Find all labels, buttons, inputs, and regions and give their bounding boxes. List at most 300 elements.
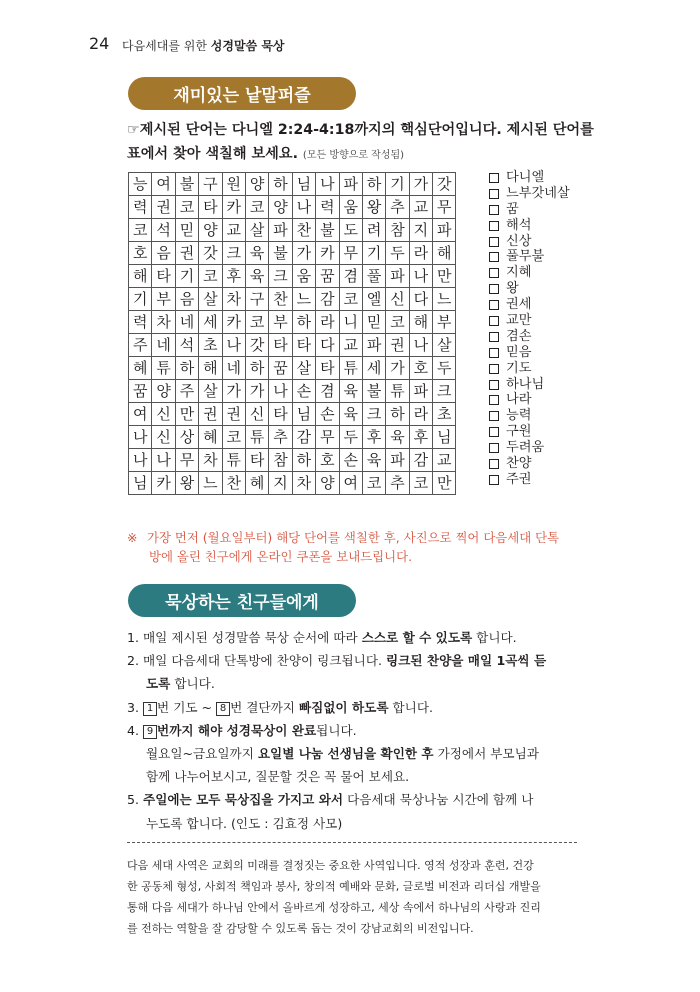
coupon-notice <box>127 528 607 566</box>
grid-cell[interactable]: 여 <box>129 403 152 426</box>
grid-cell[interactable]: 만 <box>433 472 456 495</box>
step-4-cont-2: 함께 나누어보시고, 질문할 것은 꼭 물어 보세요. <box>146 769 410 785</box>
grid-cell[interactable]: 호 <box>316 449 339 472</box>
grid-cell[interactable]: 주 <box>129 334 152 357</box>
grid-cell[interactable]: 추 <box>386 472 409 495</box>
word-label: 믿음 <box>506 344 532 360</box>
checkbox-icon[interactable] <box>489 364 499 374</box>
grid-cell[interactable]: 꿈 <box>269 357 292 380</box>
word-item[interactable] <box>489 345 570 361</box>
grid-cell[interactable]: 코 <box>245 311 268 334</box>
word-label: 기도 <box>506 360 532 376</box>
grid-cell[interactable]: 해 <box>199 357 222 380</box>
grid-cell[interactable]: 원 <box>222 173 245 196</box>
grid-cell[interactable]: 신 <box>386 288 409 311</box>
checkbox-icon[interactable] <box>489 173 499 183</box>
step-1 <box>127 626 597 649</box>
grid-cell[interactable]: 코 <box>129 219 152 242</box>
checkbox-icon[interactable] <box>489 205 499 215</box>
grid-cell[interactable]: 후 <box>362 426 385 449</box>
grid-cell[interactable]: 나 <box>129 426 152 449</box>
checkbox-icon[interactable] <box>489 252 499 262</box>
grid-cell[interactable]: 육 <box>245 242 268 265</box>
grid-cell[interactable]: 교 <box>339 334 362 357</box>
step-4-bold-b: 요일별 나눔 선생님을 확인한 후 <box>257 746 434 762</box>
grid-cell[interactable]: 타 <box>152 265 175 288</box>
grid-cell[interactable]: 양 <box>269 196 292 219</box>
word-item[interactable] <box>489 234 570 250</box>
word-label: 지혜 <box>506 265 532 281</box>
grid-cell[interactable]: 파 <box>386 449 409 472</box>
word-item[interactable] <box>489 329 570 345</box>
checkbox-icon[interactable] <box>489 221 499 231</box>
grid-cell[interactable]: 석 <box>175 334 198 357</box>
grid-cell[interactable]: 감 <box>409 449 432 472</box>
grid-cell[interactable]: 크 <box>269 265 292 288</box>
word-item[interactable] <box>489 218 570 234</box>
word-item[interactable] <box>489 170 570 186</box>
grid-cell[interactable]: 음 <box>175 288 198 311</box>
grid-cell[interactable]: 느 <box>199 472 222 495</box>
word-label: 나라 <box>506 392 532 408</box>
checkbox-icon[interactable] <box>489 348 499 358</box>
grid-cell[interactable]: 가 <box>245 380 268 403</box>
grid-cell[interactable]: 왕 <box>175 472 198 495</box>
checkbox-icon[interactable] <box>489 427 499 437</box>
grid-cell[interactable]: 추 <box>386 196 409 219</box>
grid-cell[interactable]: 느 <box>433 288 456 311</box>
grid-row <box>129 403 456 426</box>
grid-cell[interactable]: 두 <box>433 357 456 380</box>
step-4 <box>127 719 597 742</box>
meditation-steps <box>127 626 597 835</box>
grid-cell[interactable]: 풀 <box>362 265 385 288</box>
grid-cell[interactable]: 파 <box>269 219 292 242</box>
grid-cell[interactable]: 타 <box>316 357 339 380</box>
grid-cell[interactable]: 혜 <box>245 472 268 495</box>
word-label: 신상 <box>506 233 532 249</box>
grid-cell[interactable]: 코 <box>386 311 409 334</box>
grid-cell[interactable]: 나 <box>409 265 432 288</box>
grid-cell[interactable]: 신 <box>152 426 175 449</box>
checkbox-icon[interactable] <box>489 332 499 342</box>
grid-cell[interactable]: 기 <box>362 242 385 265</box>
grid-cell[interactable]: 나 <box>222 334 245 357</box>
grid-cell[interactable]: 감 <box>316 288 339 311</box>
grid-cell[interactable]: 손 <box>339 449 362 472</box>
grid-cell[interactable]: 교 <box>433 449 456 472</box>
grid-cell[interactable]: 권 <box>222 403 245 426</box>
grid-cell[interactable]: 차 <box>222 288 245 311</box>
checkbox-icon[interactable] <box>489 443 499 453</box>
running-header <box>122 37 285 54</box>
step-3-text-b: 번 결단까지 <box>230 699 299 715</box>
grid-cell[interactable]: 파 <box>362 334 385 357</box>
footer-line-1: 다음 세대 사역은 교회의 미래를 결정짓는 중요한 사역입니다. 영적 성장과 훈련, 건강 <box>127 859 534 872</box>
grid-cell[interactable]: 양 <box>152 380 175 403</box>
grid-cell[interactable]: 손 <box>316 403 339 426</box>
grid-cell[interactable]: 부 <box>433 311 456 334</box>
grid-cell[interactable]: 육 <box>362 449 385 472</box>
checkbox-icon[interactable] <box>489 459 499 469</box>
grid-row <box>129 242 456 265</box>
grid-cell[interactable]: 신 <box>245 403 268 426</box>
grid-cell[interactable]: 무 <box>339 242 362 265</box>
grid-cell[interactable]: 양 <box>316 472 339 495</box>
step-2-bold-cont: 도록 <box>146 676 171 692</box>
grid-cell[interactable]: 튜 <box>222 449 245 472</box>
grid-cell[interactable]: 꿈 <box>316 265 339 288</box>
grid-cell[interactable]: 하 <box>269 173 292 196</box>
step-5-num: 5. <box>127 792 144 808</box>
puzzle-banner: 재미있는 낱말퍼즐 <box>128 77 356 110</box>
word-item[interactable] <box>489 186 570 202</box>
grid-cell[interactable]: 가 <box>292 242 315 265</box>
checkbox-icon[interactable] <box>489 300 499 310</box>
grid-cell[interactable]: 튜 <box>245 426 268 449</box>
grid-cell[interactable]: 구 <box>199 173 222 196</box>
word-label: 구원 <box>506 424 532 440</box>
grid-cell[interactable]: 크 <box>433 380 456 403</box>
grid-cell[interactable]: 차 <box>152 311 175 334</box>
step-4-end: 됩니다. <box>316 722 357 738</box>
grid-cell[interactable]: 후 <box>222 265 245 288</box>
word-item[interactable] <box>489 297 570 313</box>
grid-row <box>129 334 456 357</box>
grid-cell[interactable]: 코 <box>222 426 245 449</box>
grid-cell[interactable]: 움 <box>292 265 315 288</box>
grid-cell[interactable]: 손 <box>292 380 315 403</box>
grid-cell[interactable]: 라 <box>409 403 432 426</box>
step-4-num: 4. <box>127 722 144 738</box>
grid-cell[interactable]: 기 <box>129 288 152 311</box>
grid-cell[interactable]: 코 <box>199 265 222 288</box>
grid-cell[interactable]: 하 <box>386 403 409 426</box>
grid-cell[interactable]: 불 <box>269 242 292 265</box>
grid-cell[interactable]: 카 <box>152 472 175 495</box>
grid-cell[interactable]: 겸 <box>316 380 339 403</box>
grid-cell[interactable]: 여 <box>339 472 362 495</box>
checkbox-icon[interactable] <box>489 475 499 485</box>
grid-cell[interactable]: 타 <box>199 196 222 219</box>
grid-cell[interactable]: 음 <box>152 242 175 265</box>
grid-cell[interactable]: 믿 <box>362 311 385 334</box>
step-5-cont: 누도록 합니다. (인도 : 김효정 사모) <box>146 815 343 831</box>
grid-cell[interactable]: 갓 <box>245 334 268 357</box>
grid-cell[interactable]: 초 <box>199 334 222 357</box>
grid-cell[interactable]: 만 <box>175 403 198 426</box>
grid-row <box>129 426 456 449</box>
grid-cell[interactable]: 네 <box>175 311 198 334</box>
grid-cell[interactable]: 가 <box>386 357 409 380</box>
word-label: 두려움 <box>506 440 545 456</box>
header-prefix: 다음세대를 위한 <box>122 39 207 53</box>
notice-line-2: 방에 올린 친구에게 온라인 쿠폰을 보내드립니다. <box>149 549 413 564</box>
grid-cell[interactable]: 카 <box>222 196 245 219</box>
grid-cell[interactable]: 후 <box>409 426 432 449</box>
grid-cell[interactable]: 라 <box>409 242 432 265</box>
grid-cell[interactable]: 교 <box>409 196 432 219</box>
grid-cell[interactable]: 권 <box>386 334 409 357</box>
grid-cell[interactable]: 권 <box>175 242 198 265</box>
grid-cell[interactable]: 님 <box>292 173 315 196</box>
grid-cell[interactable]: 나 <box>292 196 315 219</box>
grid-cell[interactable]: 튜 <box>339 357 362 380</box>
step-2-end: 합니다. <box>170 676 215 692</box>
grid-cell[interactable]: 구 <box>245 288 268 311</box>
grid-row <box>129 219 456 242</box>
word-item[interactable] <box>489 408 570 424</box>
step-2-bold: 링크된 찬양을 매일 1곡씩 듣 <box>386 653 547 669</box>
grid-cell[interactable]: 타 <box>245 449 268 472</box>
grid-cell[interactable]: 크 <box>222 242 245 265</box>
checkbox-icon[interactable] <box>489 395 499 405</box>
step-4-text-c: 가정에서 부모님과 <box>433 746 539 762</box>
grid-cell[interactable]: 력 <box>129 311 152 334</box>
footer-line-4: 를 전하는 역할을 잘 감당할 수 있도록 돕는 것이 강남교회의 비전입니다. <box>127 922 474 935</box>
grid-cell[interactable]: 상 <box>175 426 198 449</box>
grid-cell[interactable]: 하 <box>292 449 315 472</box>
grid-cell[interactable]: 도 <box>339 219 362 242</box>
grid-cell[interactable]: 신 <box>152 403 175 426</box>
grid-cell[interactable]: 다 <box>316 334 339 357</box>
grid-cell[interactable]: 찬 <box>222 472 245 495</box>
word-label: 꿈 <box>506 201 519 217</box>
word-item[interactable] <box>489 313 570 329</box>
grid-cell[interactable]: 불 <box>316 219 339 242</box>
word-label: 풀무불 <box>506 249 545 265</box>
grid-cell[interactable]: 살 <box>199 288 222 311</box>
grid-cell[interactable]: 가 <box>222 380 245 403</box>
notice-line-1: 가장 먼저 (월요일부터) 해당 단어를 색칠한 후, 사진으로 찍어 다음세대 단톡 <box>147 530 560 545</box>
word-item[interactable] <box>489 424 570 440</box>
grid-row <box>129 449 456 472</box>
grid-cell[interactable]: 찬 <box>292 219 315 242</box>
step-1-text: 1. 매일 제시된 성경말씀 묵상 순서에 따라 <box>127 630 362 645</box>
grid-cell[interactable]: 참 <box>386 219 409 242</box>
word-item[interactable] <box>489 392 570 408</box>
grid-cell[interactable]: 호 <box>409 357 432 380</box>
grid-cell[interactable]: 추 <box>269 426 292 449</box>
word-label: 교만 <box>506 313 532 329</box>
step-1-bold: 스스로 할 수 있도록 <box>361 630 473 645</box>
grid-cell[interactable]: 나 <box>152 449 175 472</box>
grid-cell[interactable]: 코 <box>175 196 198 219</box>
grid-cell[interactable]: 파 <box>433 219 456 242</box>
step-2-cont <box>127 672 597 695</box>
grid-cell[interactable]: 호 <box>129 242 152 265</box>
step-1-end: 합니다. <box>472 630 517 645</box>
grid-cell[interactable]: 살 <box>199 380 222 403</box>
word-item[interactable] <box>489 202 570 218</box>
grid-cell[interactable]: 살 <box>292 357 315 380</box>
word-checklist <box>489 170 570 488</box>
grid-cell[interactable]: 타 <box>269 334 292 357</box>
step-3-text-a: 번 기도 ~ <box>157 699 217 715</box>
grid-cell[interactable]: 초 <box>433 403 456 426</box>
grid-cell[interactable]: 무 <box>175 449 198 472</box>
word-item[interactable] <box>489 361 570 377</box>
grid-cell[interactable]: 혜 <box>199 426 222 449</box>
grid-cell[interactable]: 꿈 <box>129 380 152 403</box>
grid-row <box>129 311 456 334</box>
grid-cell[interactable]: 불 <box>175 173 198 196</box>
grid-cell[interactable]: 부 <box>269 311 292 334</box>
grid-cell[interactable]: 갓 <box>199 242 222 265</box>
step-3-bold: 빠짐없이 하도록 <box>298 699 389 715</box>
word-item[interactable] <box>489 456 570 472</box>
grid-cell[interactable]: 육 <box>245 265 268 288</box>
grid-cell[interactable]: 하 <box>362 173 385 196</box>
grid-cell[interactable]: 가 <box>409 173 432 196</box>
checkbox-icon[interactable] <box>489 284 499 294</box>
word-item[interactable] <box>489 265 570 281</box>
grid-cell[interactable]: 석 <box>152 219 175 242</box>
grid-cell[interactable]: 무 <box>316 426 339 449</box>
grid-cell[interactable]: 느 <box>292 288 315 311</box>
grid-cell[interactable]: 튜 <box>152 357 175 380</box>
word-item[interactable] <box>489 249 570 265</box>
grid-cell[interactable]: 하 <box>175 357 198 380</box>
grid-cell[interactable]: 지 <box>409 219 432 242</box>
grid-cell[interactable]: 나 <box>316 173 339 196</box>
grid-cell[interactable]: 파 <box>339 173 362 196</box>
grid-cell[interactable]: 카 <box>222 311 245 334</box>
grid-cell[interactable]: 차 <box>199 449 222 472</box>
grid-cell[interactable]: 능 <box>129 173 152 196</box>
grid-cell[interactable]: 왕 <box>362 196 385 219</box>
grid-cell[interactable]: 코 <box>409 472 432 495</box>
checkbox-icon[interactable] <box>489 411 499 421</box>
grid-cell[interactable]: 세 <box>199 311 222 334</box>
word-item[interactable] <box>489 472 570 488</box>
grid-cell[interactable]: 타 <box>292 334 315 357</box>
grid-cell[interactable]: 기 <box>386 173 409 196</box>
grid-cell[interactable]: 권 <box>199 403 222 426</box>
grid-cell[interactable]: 네 <box>152 334 175 357</box>
grid-cell[interactable]: 나 <box>409 334 432 357</box>
grid-cell[interactable]: 해 <box>129 265 152 288</box>
grid-cell[interactable]: 카 <box>316 242 339 265</box>
grid-cell[interactable]: 두 <box>339 426 362 449</box>
checkbox-icon[interactable] <box>489 189 499 199</box>
grid-cell[interactable]: 나 <box>129 449 152 472</box>
grid-cell[interactable]: 코 <box>362 472 385 495</box>
grid-cell[interactable]: 코 <box>339 288 362 311</box>
grid-cell[interactable]: 다 <box>409 288 432 311</box>
grid-cell[interactable]: 양 <box>199 219 222 242</box>
grid-cell[interactable]: 갓 <box>433 173 456 196</box>
footer-line-2: 한 공동체 형성, 사회적 책임과 봉사, 창의적 예배와 문화, 글로벌 비전과 리더십 개발을 <box>127 880 541 893</box>
grid-cell[interactable]: 권 <box>152 196 175 219</box>
grid-cell[interactable]: 님 <box>292 403 315 426</box>
grid-cell[interactable]: 육 <box>339 403 362 426</box>
grid-cell[interactable]: 육 <box>339 380 362 403</box>
grid-cell[interactable]: 믿 <box>175 219 198 242</box>
step-5-bold: 주일에는 모두 묵상집을 가지고 와서 <box>143 792 344 808</box>
grid-cell[interactable]: 코 <box>245 196 268 219</box>
grid-cell[interactable]: 나 <box>269 380 292 403</box>
grid-cell[interactable]: 력 <box>316 196 339 219</box>
word-item[interactable] <box>489 440 570 456</box>
grid-cell[interactable]: 교 <box>222 219 245 242</box>
grid-cell[interactable]: 무 <box>433 196 456 219</box>
grid-cell[interactable]: 차 <box>292 472 315 495</box>
grid-cell[interactable]: 하 <box>245 357 268 380</box>
grid-cell[interactable]: 부 <box>152 288 175 311</box>
checkbox-icon[interactable] <box>489 237 499 247</box>
grid-cell[interactable]: 엘 <box>362 288 385 311</box>
boxed-number-1: 1 <box>143 702 157 716</box>
grid-cell[interactable]: 육 <box>386 426 409 449</box>
checkbox-icon[interactable] <box>489 268 499 278</box>
grid-cell[interactable]: 세 <box>362 357 385 380</box>
grid-cell[interactable]: 라 <box>316 311 339 334</box>
grid-cell[interactable]: 지 <box>269 472 292 495</box>
grid-cell[interactable]: 기 <box>175 265 198 288</box>
grid-cell[interactable]: 파 <box>386 265 409 288</box>
grid-cell[interactable]: 참 <box>269 449 292 472</box>
grid-cell[interactable]: 님 <box>433 426 456 449</box>
grid-cell[interactable]: 만 <box>433 265 456 288</box>
grid-cell[interactable]: 혜 <box>129 357 152 380</box>
word-label: 주권 <box>506 471 532 487</box>
grid-cell[interactable]: 해 <box>433 242 456 265</box>
meditation-banner: 묵상하는 친구들에게 <box>128 584 356 617</box>
grid-cell[interactable]: 네 <box>222 357 245 380</box>
step-3 <box>127 696 597 719</box>
grid-row <box>129 357 456 380</box>
word-label: 해석 <box>506 217 532 233</box>
word-item[interactable] <box>489 377 570 393</box>
word-label: 다니엘 <box>506 170 545 185</box>
grid-cell[interactable]: 감 <box>292 426 315 449</box>
grid-cell[interactable]: 크 <box>362 403 385 426</box>
step-5 <box>127 788 597 811</box>
grid-cell[interactable]: 하 <box>292 311 315 334</box>
step-5-text: 다음세대 묵상나눔 시간에 함께 나 <box>343 792 534 808</box>
grid-cell[interactable]: 타 <box>269 403 292 426</box>
grid-cell[interactable]: 겸 <box>339 265 362 288</box>
grid-cell[interactable]: 불 <box>362 380 385 403</box>
grid-row <box>129 196 456 219</box>
grid-cell[interactable]: 파 <box>409 380 432 403</box>
grid-cell[interactable]: 니 <box>339 311 362 334</box>
grid-cell[interactable]: 살 <box>245 219 268 242</box>
grid-cell[interactable]: 여 <box>152 173 175 196</box>
word-search-grid <box>128 172 456 495</box>
step-3-end: 합니다. <box>388 699 433 715</box>
grid-cell[interactable]: 려 <box>362 219 385 242</box>
word-item[interactable] <box>489 281 570 297</box>
word-label: 왕 <box>506 281 519 297</box>
grid-cell[interactable]: 튜 <box>386 380 409 403</box>
grid-cell[interactable]: 살 <box>433 334 456 357</box>
grid-cell[interactable]: 주 <box>175 380 198 403</box>
grid-cell[interactable]: 님 <box>129 472 152 495</box>
word-label: 느부갓네살 <box>506 185 570 201</box>
checkbox-icon[interactable] <box>489 316 499 326</box>
footer-line-3: 통해 다음 세대가 하나님 안에서 올바르게 성장하고, 세상 속에서 하나님의 사랑과 진리 <box>127 901 541 914</box>
grid-cell[interactable]: 움 <box>339 196 362 219</box>
step-2 <box>127 649 597 672</box>
checkbox-icon[interactable] <box>489 380 499 390</box>
grid-cell[interactable]: 찬 <box>269 288 292 311</box>
grid-cell[interactable]: 양 <box>245 173 268 196</box>
grid-cell[interactable]: 해 <box>409 311 432 334</box>
grid-cell[interactable]: 두 <box>386 242 409 265</box>
grid-cell[interactable]: 력 <box>129 196 152 219</box>
